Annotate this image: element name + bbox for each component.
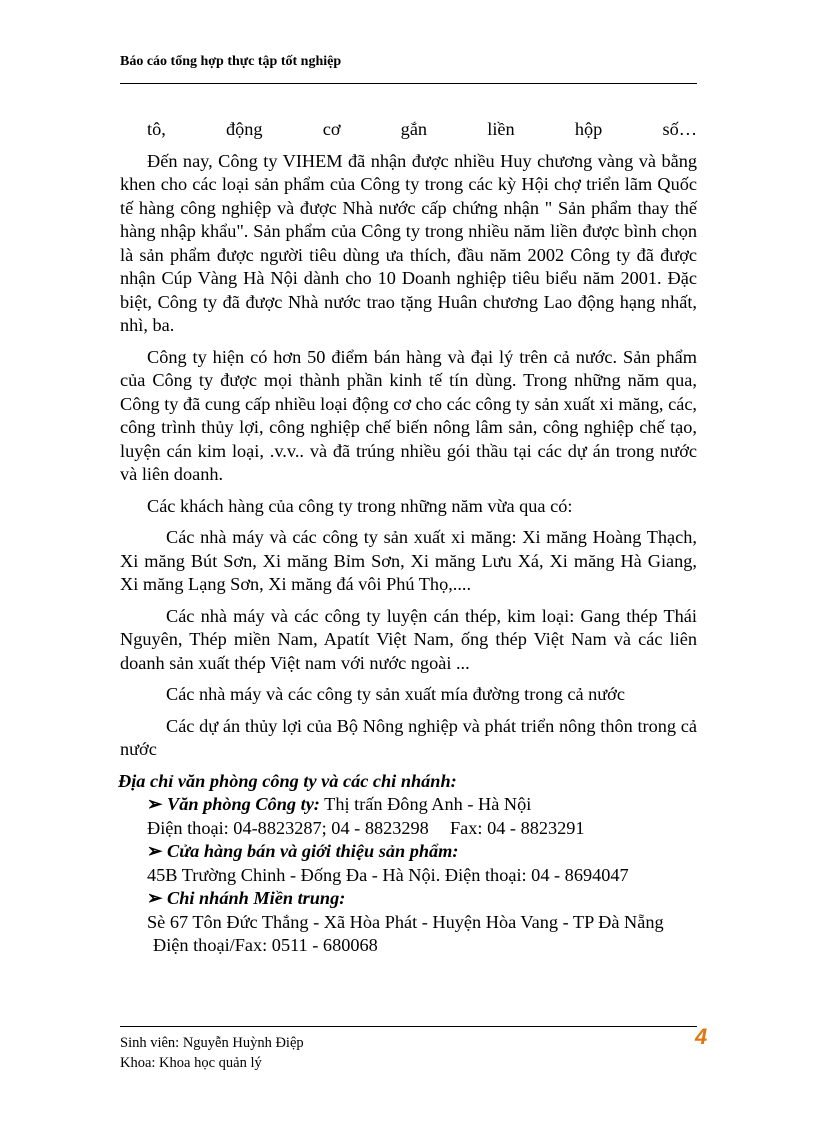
office-phone: Điện thoại: 04-8823287; 04 - 8823298 — [147, 817, 429, 838]
store-address: 45B Trường Chinh - Đống Đa - Hà Nội. Điện thoại: 04 - 8694047 — [147, 864, 629, 885]
footer-faculty: Khoa: Khoa học quản lý — [120, 1055, 262, 1071]
customer-cement: Các nhà máy và các công ty sản xuất xi măng: Xi măng Hoàng Thạch, Xi măng Bút Sơn, Xi măng Bỉm Sơn, Xi măng Lưu Xá, Xi măng Hà Giang, Xi măng Lạng Sơn, Xi măng đá vôi Phú Thọ,.... — [120, 527, 697, 594]
page-header-title: Báo cáo tổng hợp thực tập tốt nghiệp — [120, 54, 342, 69]
customer-steel: Các nhà máy và các công ty luyện cán thép, kim loại: Gang thép Thái Nguyên, Thép miền Nam, Apatít Việt Nam, ống thép Việt Nam và các liên doanh sản xuất thép Việt nam với nước ngoài ... — [120, 605, 697, 673]
store-item — [120, 840, 697, 864]
paragraph-continuation: tô, động cơ gắn liền hộp số… — [147, 119, 697, 139]
footer-divider — [120, 1026, 697, 1027]
store-label: Cửa hàng bán và giới thiệu sản phẩm: — [167, 841, 459, 861]
central-branch-phone: Điện thoại/Fax: 0511 - 680068 — [153, 935, 378, 955]
paragraph-sales-network: Công ty hiện có hơn 50 điểm bán hàng và đại lý trên cả nước. Sản phẩm của Công ty được mọi thành phần kinh tế tín dùng. Trong những năm qua, Công ty đã cung cấp nhiều loại động cơ cho các công ty sản xuất xi măng, các, công trình thủy lợi, công nghiệp chế biến nông lâm sản, công nghiệp chế tạo, luyện cán kim loại, .v.v.. và đã trúng nhiều gói thầu tại các dự án trong nước và liên doanh. — [120, 346, 697, 484]
central-branch-address: Sè 67 Tôn Đức Thắng - Xã Hòa Phát - Huyện Hòa Vang - TP Đà Nẵng — [147, 911, 664, 932]
office-address: Thị trấn Đông Anh - Hà Nội — [324, 794, 532, 814]
customer-sugar: Các nhà máy và các công ty sản xuất mía đường trong cả nước — [166, 684, 625, 704]
page-number: 4 — [695, 1024, 708, 1049]
office-contact — [120, 817, 697, 841]
paragraph-customers-intro: Các khách hàng của công ty trong những năm vừa qua có: — [147, 495, 573, 516]
addresses-heading: Địa chỉ văn phòng công ty và các chi nhánh: — [118, 770, 457, 791]
central-branch-item — [120, 887, 697, 911]
footer-student: Sinh viên: Nguyễn Huỳnh Điệp — [120, 1035, 304, 1051]
office-fax: Fax: 04 - 8823291 — [450, 817, 585, 838]
header-divider — [120, 83, 697, 84]
customer-irrigation: Các dự án thủy lợi của Bộ Nông nghiệp và phát triển nông thôn trong cả nước — [120, 715, 697, 759]
arrow-bullet-icon: ➢ — [147, 841, 163, 861]
arrow-bullet-icon: ➢ — [147, 888, 163, 908]
arrow-bullet-icon: ➢ — [147, 794, 163, 814]
document-body — [120, 118, 697, 958]
paragraph-awards: Đến nay, Công ty VIHEM đã nhận được nhiều Huy chương vàng và bằng khen cho các loại sản phẩm của Công ty trong các kỳ Hội chợ triển lãm Quốc tế hàng công nghiệp và được Nhà nước cấp chứng nhận " Sản phẩm thay thế hàng nhập khẩu". Sản phẩm của Công ty trong nhiều năm liền được bình chọn là sản phẩm được người tiêu dùng ưa thích, đầu năm 2002 Công ty đã được nhận Cúp Vàng Hà Nội dành cho 10 Doanh nghiệp tiêu biểu năm 2001. Đặc biệt, Công ty đã được Nhà nước trao tặng Huân chương Lao động hạng nhất, nhì, ba. — [120, 150, 697, 335]
office-label: Văn phòng Công ty: — [167, 794, 320, 814]
office-item — [120, 793, 697, 817]
central-branch-label: Chi nhánh Miền trung: — [167, 888, 346, 908]
